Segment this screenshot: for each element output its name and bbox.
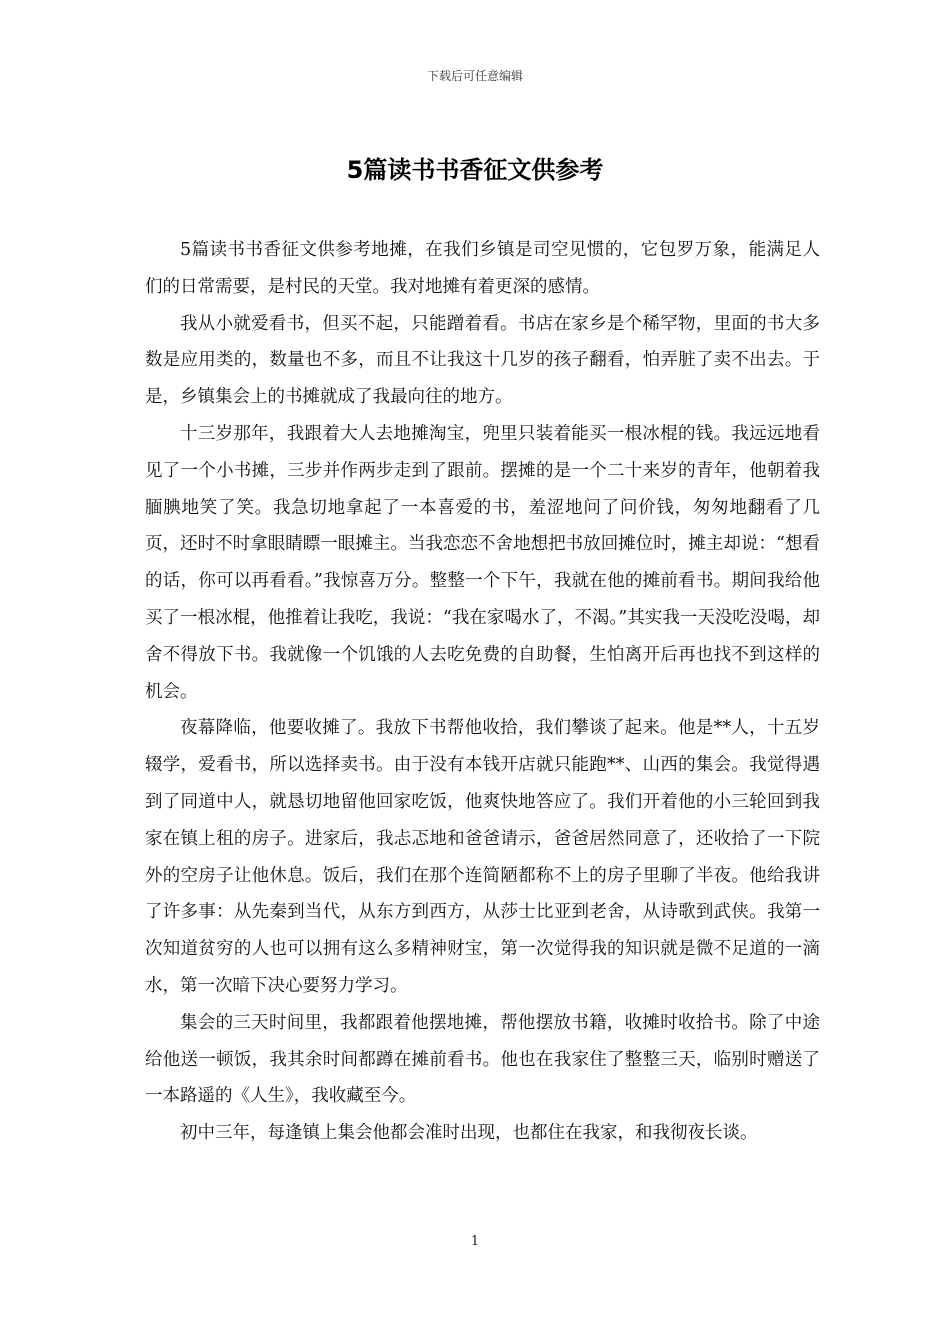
document-title: 5篇读书书香征文供参考 <box>346 156 604 184</box>
paragraph: 初中三年，每逢镇上集会他都会准时出现，也都住在我家，和我彻夜长谈。 <box>180 1123 758 1144</box>
header-note: 下载后可任意编辑 <box>426 69 523 83</box>
paragraph: 我从小就爱看书，但买不起，只能蹭着看。书店在家乡是个稀罕物，里面的书大多数是应用类的，数量也不多，而且不让我这十几岁的孩子翻看，怕弄脏了卖不出去。于是，乡镇集会上的书摊就成了我最向往的地方。 <box>145 313 820 408</box>
paragraph: 夜幕降临，他要收摊了。我放下书帮他收拾，我们攀谈了起来。他是**人，十五岁辍学，爱看书，所以选择卖书。由于没有本钱开店就只能跑**、山西的集会。我觉得遇到了同道中人，就恳切地留他回家吃饭，他爽快地答应了。我们开着他的小三轮回到我家在镇上租的房子。进家后，我忐忑地和爸爸请示，爸爸居然同意了，还收拾了一下院外的空房子让他休息。饭后，我们在那个连简陋都称不上的房子里聊了半夜。他给我讲了许多事：从先秦到当代，从东方到西方，从莎士比亚到老舍，从诗歌到武侠。我第一次知道贫穷的人也可以拥有这么多精神财宝，第一次觉得我的知识就是微不足道的一滴水，第一次暗下决心要努力学习。 <box>145 718 820 996</box>
document-body <box>145 232 820 1152</box>
paragraph: 十三岁那年，我跟着大人去地摊淘宝，兜里只装着能买一根冰棍的钱。我远远地看见了一个小书摊，三步并作两步走到了跟前。摆摊的是一个二十来岁的青年，他朝着我腼腆地笑了笑。我急切地拿起了一本喜爱的书，羞涩地问了问价钱，匆匆地翻看了几页，还时不时拿眼睛瞟一眼摊主。当我恋恋不舍地想把书放回摊位时，摊主却说：“想看的话，你可以再看看。”我惊喜万分。整整一个下午，我就在他的摊前看书。期间我给他买了一根冰棍，他推着让我吃，我说：“我在家喝水了，不渴。”其实我一天没吃没喝，却舍不得放下书。我就像一个饥饿的人去吃免费的自助餐，生怕离开后再也找不到这样的机会。 <box>145 423 820 702</box>
page-number: 1 <box>470 1234 480 1249</box>
paragraph: 集会的三天时间里，我都跟着他摆地摊，帮他摆放书籍，收摊时收拾书。除了中途给他送一顿饭，我其余时间都蹲在摊前看书。他也在我家住了整整三天，临别时赠送了一本路遥的《人生》，我收藏至今。 <box>145 1012 820 1107</box>
paragraph: 5篇读书书香征文供参考地摊，在我们乡镇是司空见惯的，它包罗万象，能满足人们的日常需要，是村民的天堂。我对地摊有着更深的感情。 <box>145 240 820 297</box>
